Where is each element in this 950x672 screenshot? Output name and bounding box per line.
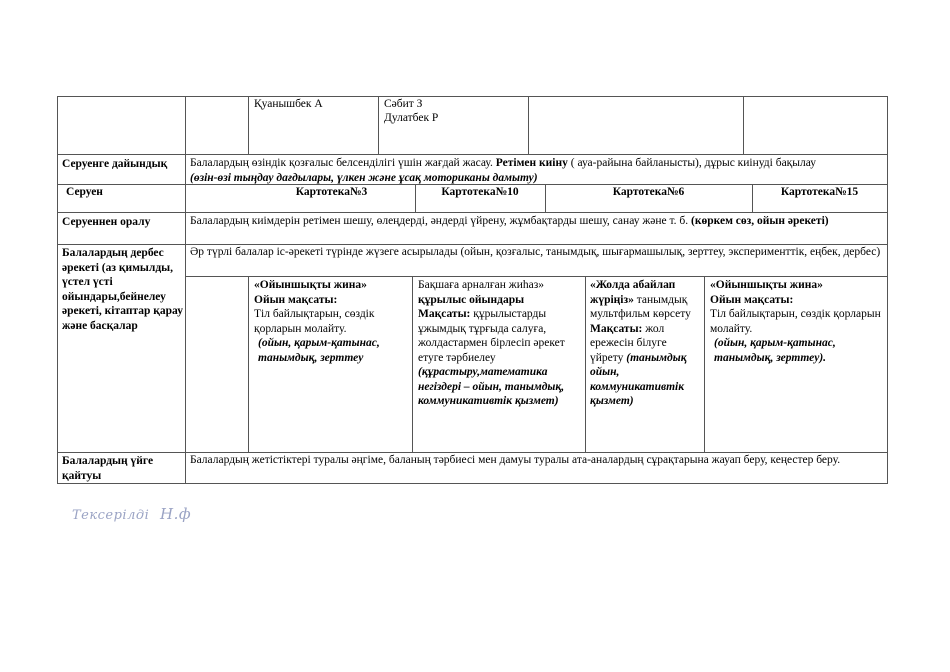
independent-activity-intro: Әр түрлі балалар іс-әрекеті түрінде жүзеге асырылады (ойын, қозғалыс, танымдық, шығармашылық, зерттеу, эксперименттік, еңбек, дербес) <box>190 246 881 258</box>
activity-col-3: «Жолда абайлап жүріңіз» танымдық мультфильм көрсету Мақсаты: жол ережесін білуге үйрету (танымдық ойын, коммуникативтік қызмет) <box>590 279 691 407</box>
row-label-independent-activity: Балалардың дербес әрекеті (аз қимылды, үстел үсті ойындары,бейнелеу әрекеті, кітаптар қарау және басқалар <box>62 247 183 332</box>
row-label-preparation: Серуенге дайындық <box>62 158 168 170</box>
activity-col-1: «Ойыншықты жина» Ойын мақсаты: Тіл байлықтарын, сөздік қорларын молайту. (ойын, қарым-қатынас, танымдық, зерттеу <box>254 279 380 364</box>
preparation-text: Балалардың өзіндік қозғалыс белсенділігі үшін жағдай жасау. Ретімен киіну ( ауа-райына байланысты), дұрыс киінуді бақылау (өзін-өзі тыңдау дағдылары, үлкен және ұсақ моториканы дамыту) <box>190 157 817 184</box>
child-name-3: Дулатбек Р <box>384 112 439 124</box>
return-text: Балалардың киімдерін ретімен шешу, өлеңдерді, әндерді үйрену, жұмбақтарды шешу, санау және т. б. (көркем сөз, ойын әрекеті) <box>190 215 829 227</box>
activity-col-2: Бақшаға арналған жиһаз» құрылыс ойындары Мақсаты: құрылыстарды ұжымдық тұрғыда салуға, жолдастармен бірлесіп әрекет етуге тәрбиелеу (құрастыру,математика негіздері – ойын, танымдық, коммуникативтік қызмет) <box>418 279 565 407</box>
row-label-walk: Серуен <box>66 186 103 198</box>
card-index-6: Картотека№6 <box>612 186 685 198</box>
card-index-3: Картотека№3 <box>295 186 368 198</box>
handwritten-checked-signature: Тексерілді <box>72 508 150 523</box>
row-label-going-home: Балалардың үйге қайтуы <box>62 455 154 482</box>
going-home-text: Балалардың жетістіктері туралы әңгіме, баланың тәрбиесі мен дамуы туралы ата-аналардың сұрақтарына жауап беру, кеңестер беру. <box>190 454 841 466</box>
handwritten-initials: Н.ф <box>160 505 192 523</box>
activity-col-4: «Ойыншықты жина» Ойын мақсаты: Тіл байлықтарын, сөздік қорларын молайту. (ойын, қарым-қатынас, танымдық, зерттеу). <box>710 279 881 364</box>
child-name-2: Сәбит З <box>384 98 423 110</box>
card-index-15: Картотека№15 <box>780 186 859 198</box>
child-name-1: Қуанышбек А <box>254 98 323 110</box>
row-label-return: Серуеннен оралу <box>62 216 151 228</box>
card-index-10: Картотека№10 <box>441 186 519 198</box>
